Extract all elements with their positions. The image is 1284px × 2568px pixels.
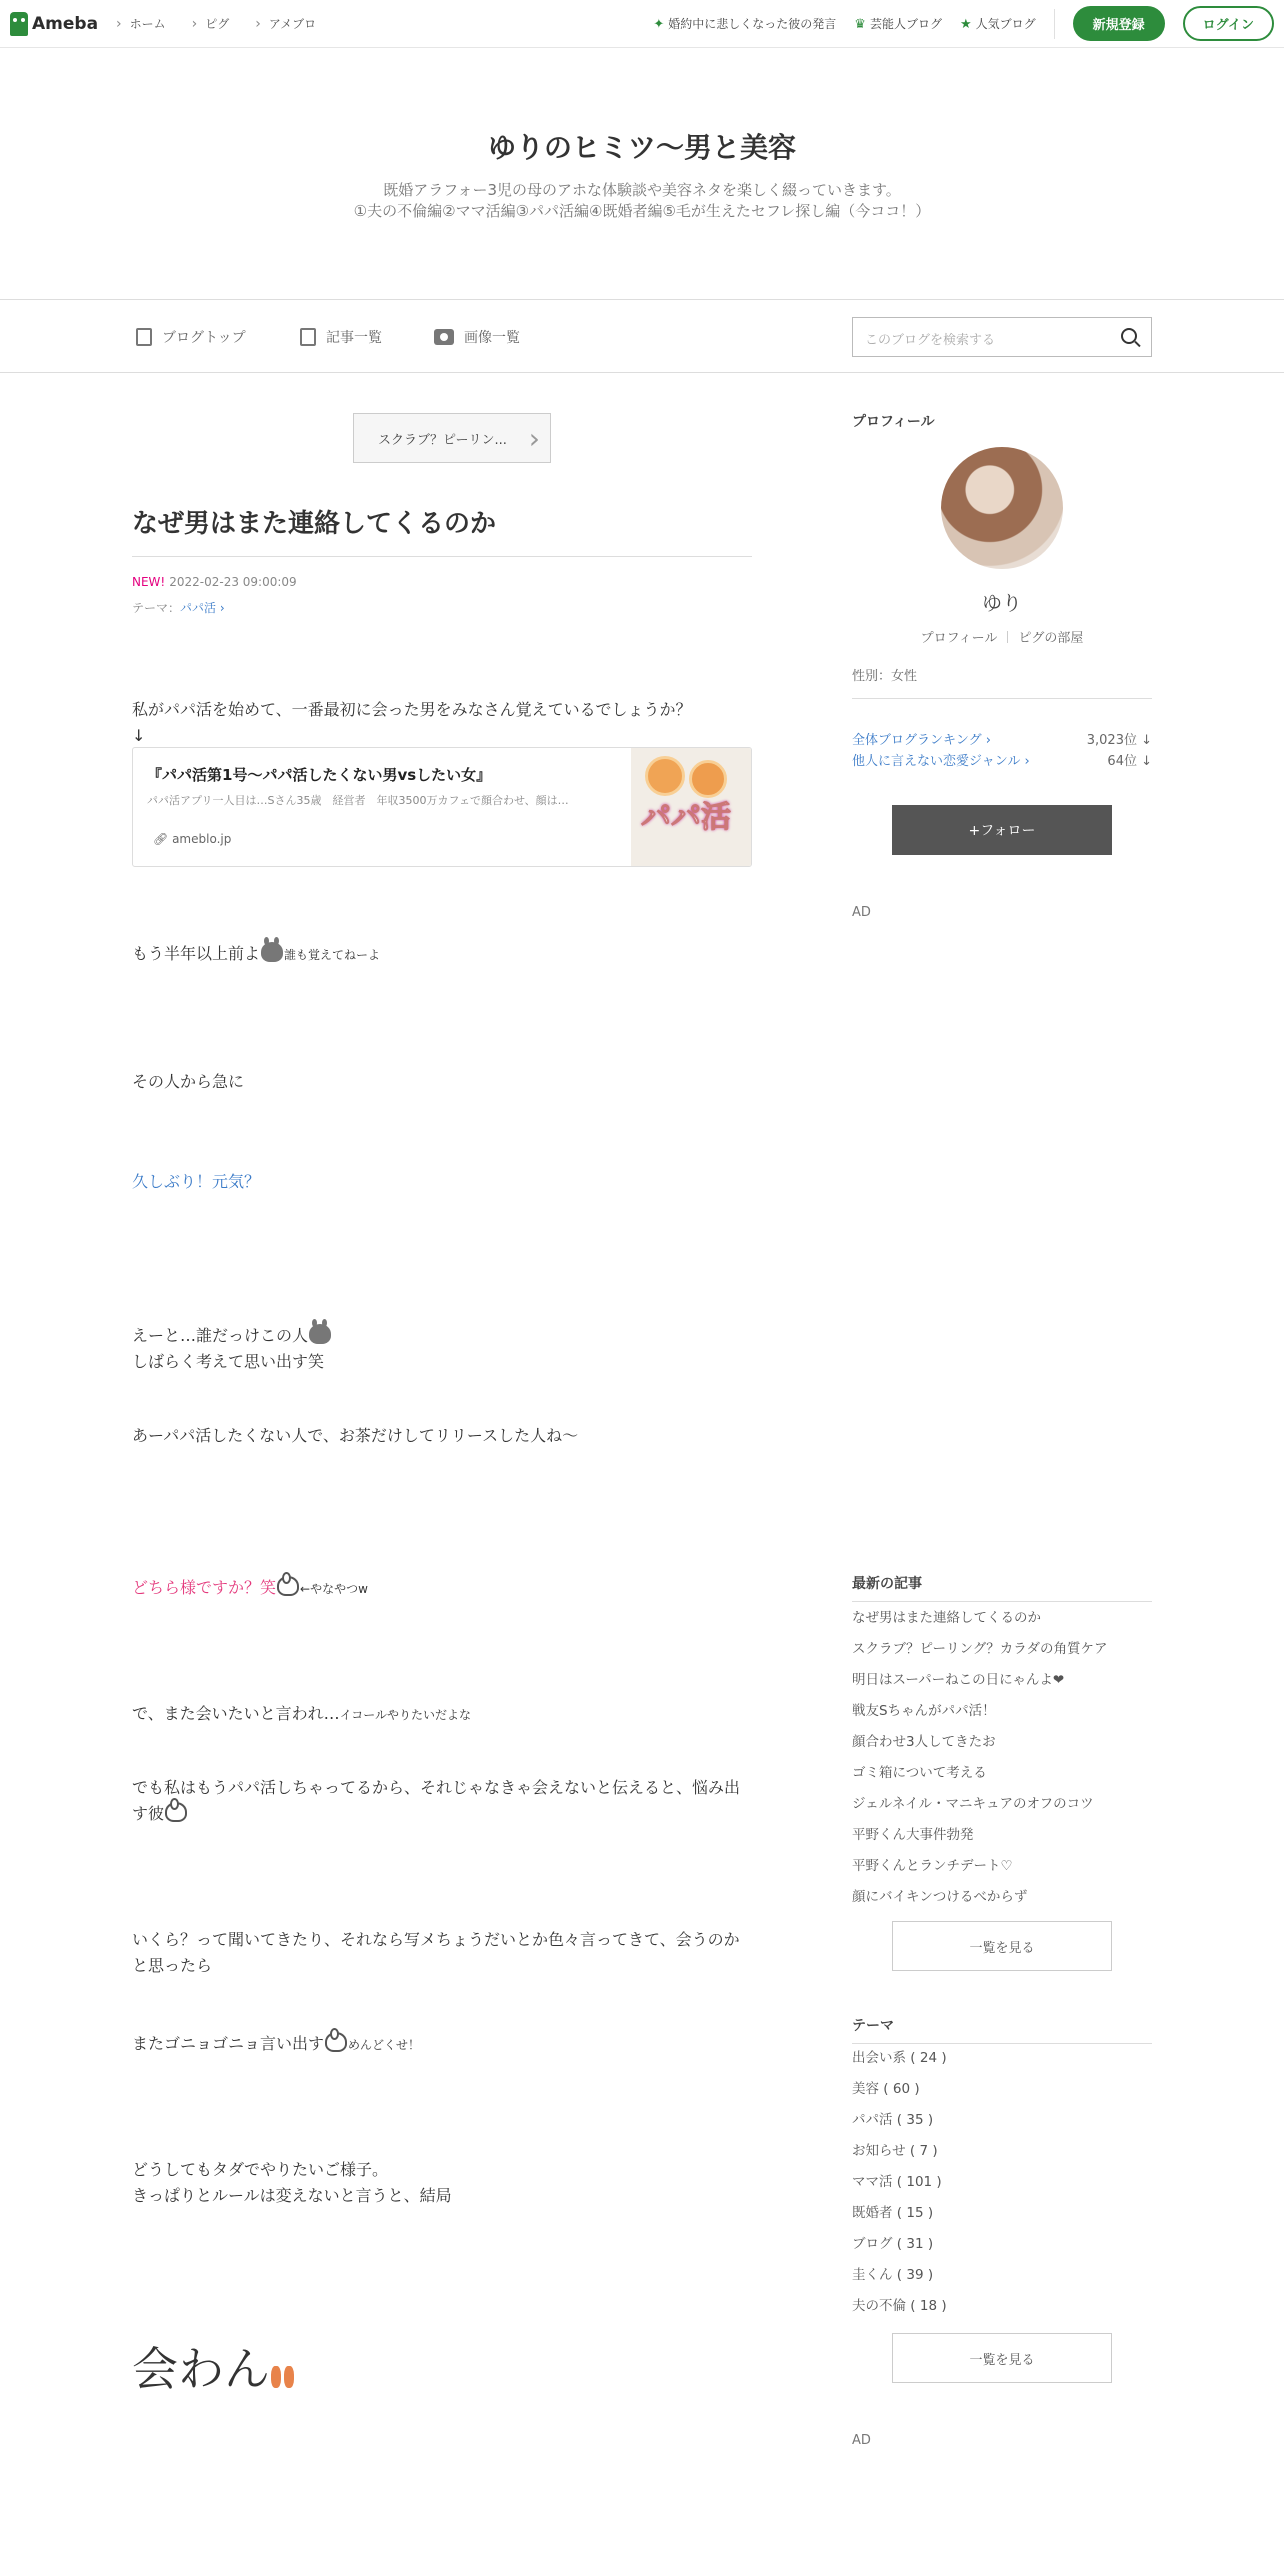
global-nav [116, 15, 316, 32]
article-title[interactable]: なぜ男はまた連絡してくるのか [132, 503, 752, 557]
nav-pigg[interactable]: › ピグ [192, 15, 230, 32]
recent-entries-heading: 最新の記事 [852, 1573, 1152, 1602]
rabbit-emoji-icon [165, 1802, 187, 1822]
paragraph: 私がパパ活を始めて、一番最初に会った男をみなさん覚えているでしょうか？ ↓ [132, 700, 692, 745]
search-icon[interactable] [1121, 328, 1137, 344]
nav-home[interactable]: › ホーム [116, 15, 166, 32]
card-thumbnail: パパ活 [631, 748, 751, 867]
popular-blog-link[interactable]: ★ 人気ブログ [959, 17, 1036, 32]
profile-link[interactable]: プロフィール [920, 631, 998, 646]
paragraph: えーと…誰だっけこの人 しばらく考えて思い出す笑 [132, 1323, 752, 1375]
theme-item[interactable]: 圭くん ( 39 ) [852, 2267, 934, 2283]
blog-nav [0, 300, 1284, 373]
paragraph: どうしてもタダでやりたいご様子。 きっぱりとルールは変えないと言うと、結局 [132, 2160, 452, 2205]
profile-links [852, 627, 1152, 646]
recent-entry-link[interactable]: ゴミ箱について考える [852, 1765, 987, 1781]
theme-item[interactable]: ママ活 ( 101 ) [852, 2174, 942, 2190]
star-icon: ★ [959, 17, 972, 32]
rabbit-emoji-icon [261, 942, 283, 962]
image-list-link[interactable]: 画像一覧 [434, 327, 520, 347]
recent-entry-link[interactable]: 明日はスーパーねこの日にゃんよ❤ [852, 1672, 1065, 1688]
follow-button[interactable]: +フォロー [892, 805, 1112, 855]
recent-entry-link[interactable]: 顔にバイキンつけるべからず [852, 1889, 1028, 1905]
theme-item[interactable]: ブログ ( 31 ) [852, 2236, 934, 2252]
article-meta [132, 575, 297, 589]
blog-header [0, 48, 1284, 300]
theme-list [852, 2043, 1152, 2322]
paragraph: で、また会いたいと言われ…イコールやりたいだよな [132, 1704, 471, 1723]
recent-entry-link[interactable]: ジェルネイル・マニキュアのオフのコツ [852, 1796, 1094, 1812]
prev-entry-button[interactable]: スクラブ？ピーリン... › [353, 413, 551, 463]
blog-top-link[interactable]: ブログトップ [136, 327, 246, 347]
paragraph: でも私はもうパパ活しちゃってるから、それじゃなきゃ会えないと伝えると、悩み出 す彼 [132, 1778, 741, 1823]
recent-entry-link[interactable]: なぜ男はまた連絡してくるのか [852, 1610, 1041, 1626]
rabbit-emoji-icon [325, 2032, 347, 2052]
register-button[interactable]: 新規登録 [1073, 6, 1165, 41]
nav-ameblo[interactable]: › アメブロ [255, 15, 316, 32]
ranking-row: 他人に言えない恋愛ジャンル › 64位 ↓ [852, 750, 1152, 769]
new-badge: NEW! [132, 575, 166, 589]
blog-title[interactable]: ゆりのヒミツ〜男と美容 [487, 131, 796, 164]
ad-label: AD [852, 905, 871, 920]
recent-more-button[interactable]: 一覧を見る [892, 1921, 1112, 1971]
document-icon [136, 328, 152, 346]
ad-label: AD [852, 2433, 871, 2448]
ameba-logo-icon [10, 12, 28, 36]
pig-room-link[interactable]: ピグの部屋 [1018, 631, 1084, 646]
recent-entry-link[interactable]: 平野くんとランチデート♡ [852, 1858, 1013, 1874]
theme-link[interactable]: パパ活 [180, 601, 217, 615]
article-theme: テーマ：パパ活 › [132, 601, 225, 615]
rabbit-emoji-icon [309, 1324, 331, 1344]
colored-quote: 久しぶり！元気？ [132, 1172, 261, 1191]
trend-link[interactable]: ✦ 婚約中に悲しくなった彼の発言 [653, 17, 837, 32]
recent-entry-link[interactable]: スクラブ？ピーリング？カラダの角質ケア [852, 1641, 1108, 1657]
card-description: パパ活アプリ一人目は…Sさん35歳 経営者 年収3500万カフェで顔合わせ、顔は… [147, 794, 569, 807]
login-button[interactable]: ログイン [1183, 6, 1274, 41]
genre-ranking-link[interactable]: 他人に言えない恋愛ジャンル › [852, 754, 1030, 769]
blog-card-link[interactable] [132, 747, 752, 867]
global-right [653, 6, 1274, 41]
article-date: 2022-02-23 09:00:09 [169, 575, 297, 589]
paragraph: あーパパ活したくない人で、お茶だけしてリリースした人ね〜 [132, 1426, 579, 1445]
large-text: 会わん [132, 2341, 752, 2397]
entry-list-link[interactable]: 記事一覧 [300, 327, 382, 347]
celebrity-blog-link[interactable]: ♛ 芸能人ブログ [854, 17, 942, 32]
rabbit-emoji-icon [277, 1576, 299, 1596]
profile-gender: 性別：女性 [852, 665, 1152, 699]
theme-more-button[interactable]: 一覧を見る [892, 2333, 1112, 2383]
theme-item[interactable]: 出会い系 ( 24 ) [852, 2050, 947, 2066]
orange-slice-image [645, 756, 685, 796]
recent-entry-link[interactable]: 平野くん大事件勃発 [852, 1827, 974, 1843]
theme-item[interactable]: 美容 ( 60 ) [852, 2081, 920, 2097]
profile-name[interactable]: ゆり [982, 591, 1022, 615]
divider [1054, 9, 1055, 39]
paragraph: もう半年以上前よ 誰も覚えてねーよ [132, 944, 381, 963]
camera-icon [434, 329, 454, 345]
card-title: 『パパ活第1号〜パパ活したくない男vsしたい女』 [147, 766, 492, 784]
theme-item[interactable]: お知らせ ( 7 ) [852, 2143, 938, 2159]
theme-heading: テーマ [852, 2015, 1152, 2044]
link-icon: 🔗︎ [153, 832, 173, 846]
paragraph: またゴニョゴニョ言い出す めんどくせ！ [132, 2034, 421, 2053]
card-host: 🔗︎ ameblo.jp [153, 832, 232, 846]
recent-entry-link[interactable]: 顔合わせ3人してきたお [852, 1734, 996, 1750]
divider [1007, 631, 1008, 643]
theme-item[interactable]: 夫の不倫 ( 18 ) [852, 2298, 947, 2314]
paragraph: いくら？って聞いてきたり、それなら写メちょうだいとか色々言ってきて、会うのか と思ったら [132, 1930, 740, 1975]
blog-search-input[interactable]: このブログを検索する [852, 317, 1152, 357]
profile-heading: プロフィール [852, 414, 935, 430]
blog-description: 既婚アラフォー3児の母のアホな体験談や美容ネタを楽しく綴っていきます。 ①夫の不倫編②ママ活編③パパ活編④既婚者編⑤毛が生えたセフレ探し編（今ココ！） [353, 181, 931, 220]
copy-icon [300, 328, 316, 346]
recent-entries-list [852, 1603, 1152, 1913]
paragraph: その人から急に [132, 1072, 245, 1091]
ranking-row: 全体ブログランキング › 3,023位 ↓ [852, 729, 1152, 748]
recent-entry-link[interactable]: 戦友Sちゃんがパパ活！ [852, 1703, 996, 1719]
global-header [0, 0, 1284, 48]
sparkle-icon: ✦ [653, 17, 665, 32]
overall-ranking-link[interactable]: 全体ブログランキング › [852, 733, 991, 748]
exclamation-emoji-icon [271, 2366, 281, 2388]
crown-icon: ♛ [854, 17, 866, 32]
avatar[interactable] [941, 447, 1063, 569]
theme-item[interactable]: 既婚者 ( 15 ) [852, 2205, 934, 2221]
paragraph: どちら様ですか？笑 ←やなやつw [132, 1578, 368, 1597]
ameba-logo[interactable]: Ameba [10, 12, 98, 36]
theme-item[interactable]: パパ活 ( 35 ) [852, 2112, 934, 2128]
